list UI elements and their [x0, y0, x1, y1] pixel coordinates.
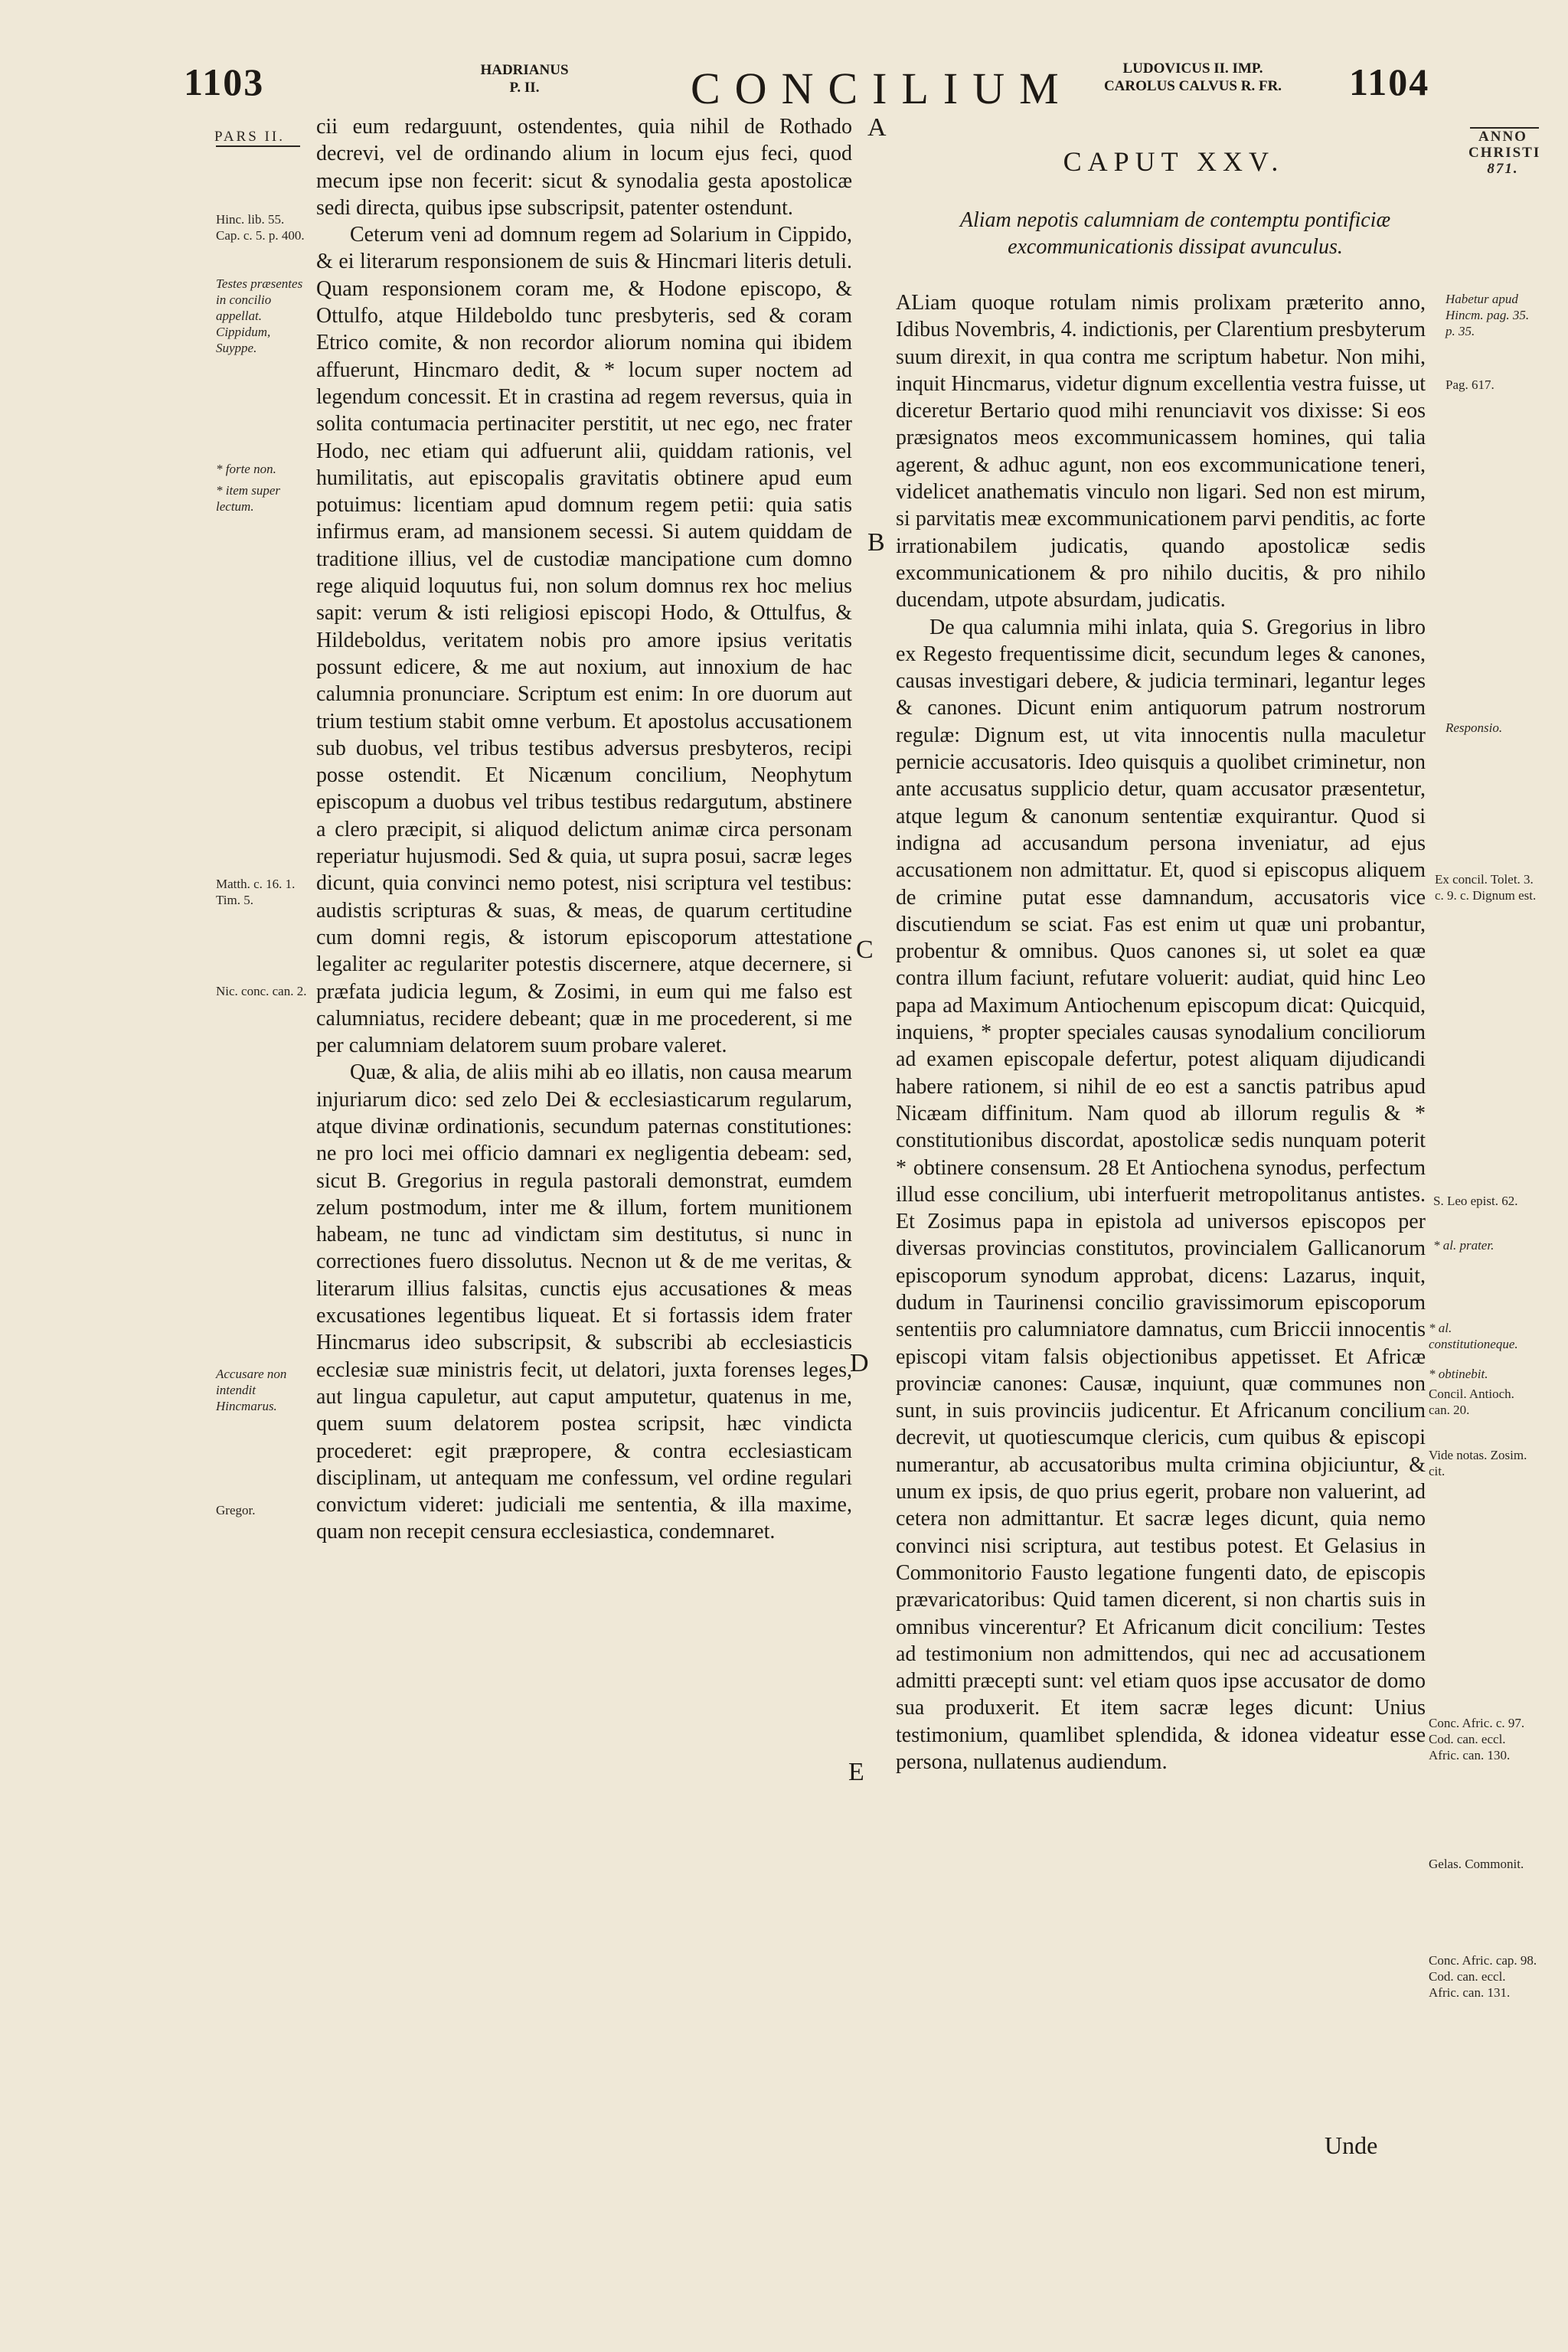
- right-note-antioch: Concil. Antioch. can. 20.: [1429, 1387, 1514, 1417]
- right-note-vide-notas: Vide notas. Zosim. cit.: [1429, 1448, 1527, 1478]
- running-head-left-line1: HADRIANUS: [480, 62, 569, 78]
- running-head-left-line2: P. II.: [509, 80, 540, 96]
- right-note-pag: Pag. 617.: [1446, 377, 1494, 392]
- chapter-heading: CAPUT XXV.: [1063, 146, 1285, 177]
- running-head-right-line2: CAROLUS CALVUS R. FR.: [1103, 78, 1282, 94]
- anno-line2: CHRISTI: [1468, 145, 1541, 161]
- chapter-summary: Aliam nepotis calumniam de contemptu pontificiæ excommunicationis dissipat avunculus.: [959, 208, 1391, 259]
- right-note-gelas: Gelas. Commonit.: [1429, 1857, 1524, 1871]
- pars-rule: [216, 145, 300, 147]
- section-letter-a: A: [867, 113, 887, 142]
- section-letter-c: C: [856, 936, 874, 964]
- right-note-al-prater: * al. prater.: [1433, 1238, 1494, 1253]
- left-note-hinc: Hinc. lib. 55. Cap. c. 5. p. 400.: [216, 212, 305, 243]
- running-head-right-line1: LUDOVICUS II. IMP.: [1122, 60, 1263, 77]
- left-note-matth: Matth. c. 16. 1. Tim. 5.: [216, 877, 296, 907]
- running-head-left: [459, 61, 590, 96]
- center-title: CONCILIUM: [691, 64, 1073, 113]
- page-number-left: 1103: [184, 60, 265, 103]
- right-note-al-constitutione: * al. constitutioneque.: [1429, 1321, 1518, 1351]
- right-paragraph: De qua calumnia mihi inlata, quia S. Gregorius in libro ex Regesto frequentissime dicit, secundum leges & canones, causas investigari debere, & judicia terminari, legantur leges & canones. Dicunt enim antiquorum patrum nostrorum regulæ: Dignum est, ut vita innocentis nulla maculetur pernicie accusatoris. Ideo quisquis a quolibet criminetur, non ante accusatus supplicio detur, quam accusator præsentetur, atque legum & canonum sententiæ exquirantur. Quod si indigna ad accusandum persona inveniatur, ad ejus accusationem non admittatur. Et, quod si episcopus aliquem de crimine putat esse damnandum, accusatoris vice discutiendum se sciat. Fas est enim ut quæ uni probantur, probentur & omnibus. Quos canones si, ut solet ea quæ contra illum faciunt, refutare voluerit: audiat, quid hinc Leo papa ad Maximum Antiochenum episcopum dicat: Quicquid, inquiens, * propter speciales causas synodalium conciliorum ad examen episcopale defertur, potest aliquam dijudicandi habere rationem, si nihil de eo est a sanctis patribus apud Nicæam diffinitum. Nam quod ab illorum regulis & * constitutionibus discordat, apostolicæ sedis nunquam poterit * obtinere consensum. 28 Et Antiochena synodus, perfectum illud esse concilium, ubi interfuerit metropolitanus antistes. Et Zosimus papa in epistola ad universos episcopos per diversas provincias constitutos, provincialem Gallicanorum episcoporum synodum approbat, dicens: Lazarus, inquit, dudum in Taurinensi concilio gravissimorum episcoporum sententiis pro calumniatore damnatus, cum Briccii innocentis episcopi vitam falsis objectionibus appetisset. Et Africæ provinciæ canones: Causæ, inquiunt, quæ communes non sunt, in suis provinciis judicentur. Et Africanum concilium decrevit, ut quotiescumque clericis, cum quibus & episcopi numerantur, ab accusatoribus multa crimina objiciuntur, & unum ex ipsis, de quo prius egerit, probare non valuerint, ad cetera non admittantur. Et sacræ leges dicunt, quia nemo convinci nisi scriptura, aut testibus potest. Et Gelasius in Commonitorio Fausto legatione fungenti dato, de episcopis prævaricatoribus: Quid tamen dicerent, si non chartis suis in omnibus vincerentur? Et Africanum dicit concilium: Testes ad testimonium non admittendos, qui nec ad accusationem admitti præcepti sunt: vel etiam quos ipse accusator de domo sua produxerit. Et item sacræ leges dicunt: Unius testimonium, quamlibet splendida, & idonea videatur esse persona, nullatenus audiendum.: [896, 615, 1426, 1775]
- section-letter-b: B: [867, 528, 885, 557]
- anno-rule: [1470, 127, 1539, 129]
- left-paragraph: cii eum redarguunt, ostendentes, quia nihil de Rothado decrevi, vel de ordinando alium in locum ejus feci, quod mecum ipse non fecerit: sicut & synodalia gesta apostolicæ sedi directa, quibus ipse subscripsit, patenter ostendunt.: [316, 115, 852, 220]
- left-column: [316, 113, 852, 1546]
- left-note-forte: * forte non.: [216, 462, 276, 476]
- left-note-gregor: Gregor.: [216, 1503, 256, 1517]
- pars-label: PARS II.: [214, 129, 285, 145]
- right-note-responsio: Responsio.: [1446, 720, 1503, 735]
- right-note-afric-98: Conc. Afric. cap. 98. Cod. can. eccl. Afric. can. 131.: [1429, 1953, 1537, 2000]
- right-note-habetur: Habetur apud Hincm. pag. 35. p. 35.: [1446, 292, 1530, 338]
- left-paragraph: Ceterum veni ad domnum regem ad Solarium in Cippido, & ei literarum responsionem de suis & Hincmari literis detuli. Quam responsionem coram me, & Hodone episcopo, & Ottulfo, atque Hildeboldo tunc presbyteris, sed & coram Etrico comite, & non recordor aliorum nomina qui ibidem affuerunt, Hincmaro dedit, & * locum super noctem ad legendum concessit. Et in crastina ad regem reversus, quia in solita contumacia pertinaciter perstitit, ut nec ego, nec frater Hodo, nec etiam qui adfuerunt alii, quiddam rationis, vel humilitatis, aut episcopalis gravitatis obtinere apud eum potuimus: licentiam apud domnum regem petii: quia satis infirmus eram, ad mansionem secessi. Si autem quiddam de traditione illius, vel de custodiæ mancipatione cum domno rege aliquid loquutus fui, non solum domnus rex hoc melius sapit: verum & isti religiosi episcopi Hodo, & Ottulfus, & Hildeboldus, veritatem nobis pro amore ipsius veritatis possunt edicere, & me aut noxium, aut innoxium de hac calumnia pronunciare. Scriptum est enim: In ore duorum aut trium testium stabit omne verbum. Et apostolus accusationem sub duobus, vel tribus testibus adversus presbyteros, recipi posse ostendit. Et Nicænum concilium, Neophytum episcopum a duobus vel tribus testibus redargutum, abstinere a clero præcipit, si aliquod delictum animæ circa personam reperiatur hujusmodi. Sed & quia, ut supra posui, sacræ leges dicunt, quia convinci nemo potest, nisi scriptura vel testibus: audistis scripturas & suas, & meas, de quarum certitudine cum domni regis, & istorum episcoporum attestatione legaliter ac regulariter potestis discernere, atque decernere, si præfata judicia legum, & Zosimi, in eum qui me falso est calumniatus, recidere debeant; quæ in me procederent, si me per calumniam delatorem suum probare valeret.: [316, 223, 852, 1058]
- right-note-obtinebit: * obtinebit.: [1429, 1367, 1488, 1381]
- page-number-right: 1104: [1349, 60, 1430, 103]
- anno-line1: ANNO: [1478, 129, 1527, 145]
- right-paragraph: ALiam quoque rotulam nimis prolixam præterito anno, Idibus Novembris, 4. indictionis, per Clarentium presbyterum suum direxit, in qua contra me scriptum habetur. Non mihi, inquit Hincmarus, videtur dignum excellentia vestra fuisse, ut diceretur Bertario quod mihi renunciavit vos dixisse: Si eos præsignatos meos excommunicassem homines, qui talia agerent, & adhuc agunt, non eos excommunicatione teneri, videlicet anathematis vinculo non ligari. Sed non est mirum, si parvitatis meæ excommunicationem parvi penditis, ac forte irrationabilem judicatis, quando apostolicæ sedis excommunicationem & pro nihilo ducitis, & pro nihilo ducendam, utpote absurdam, judicatis.: [896, 291, 1426, 612]
- section-letter-e: E: [848, 1758, 864, 1786]
- right-column: [896, 289, 1426, 1775]
- left-paragraph: Quæ, & alia, de aliis mihi ab eo illatis, non causa mearum injuriarum dico: sed zelo Dei & ecclesiasticarum regularum, atque divinæ ordinationis, secundum paternas constitutiones: ne pro loci mei officio damnari ex negligentia debeam: sed, sicut B. Gregorius in regula pastorali demonstrat, eumdem zelum postmodum, inter me & illum, fortem munitionem habeam, ne tunc ad vindictam sim destitutus, si nunc in correctiones fuero dissolutus. Necnon ut & de me veritas, & literarum illius falsitas, cunctis ejus accusationes & meas excusationes legentibus liqueat. Et si fortassis idem frater Hincmarus ideo subscripsit, & subscribi ab ecclesiasticis ecclesiæ suæ ministris fecit, ut delatori, juxta forenses leges, aut lingua capuletur, aut caput amputetur, quatenus in me, quem suum delatorem postea scripsit, hæc vindicta procederet: egit præpropere, & contra ecclesiasticam disciplinam, ut antequam me confessum, vel ordine regulari convictum videret: judiciali me sententia, & illa maxime, quam non recepit censura ecclesiastica, condemnaret.: [316, 1060, 852, 1544]
- catchword: Unde: [1325, 2132, 1378, 2159]
- right-note-leo: S. Leo epist. 62.: [1433, 1194, 1518, 1208]
- running-head-right: [1063, 60, 1323, 95]
- left-note-item: * item super lectum.: [216, 483, 281, 514]
- left-note-testes: Testes præsentes in concilio appellat. Cippidum, Suyppe.: [216, 276, 303, 355]
- anno-christi: [1468, 129, 1541, 177]
- right-note-tolet: Ex concil. Tolet. 3. c. 9. c. Dignum est.: [1435, 872, 1537, 903]
- anno-year: 871.: [1487, 161, 1519, 177]
- section-letter-d: D: [850, 1349, 869, 1377]
- left-note-nic: Nic. conc. can. 2.: [216, 984, 307, 998]
- right-note-afric-97: Conc. Afric. c. 97. Cod. can. eccl. Afric. can. 130.: [1429, 1716, 1525, 1762]
- left-note-accusare: Accusare non intendit Hincmarus.: [216, 1367, 287, 1413]
